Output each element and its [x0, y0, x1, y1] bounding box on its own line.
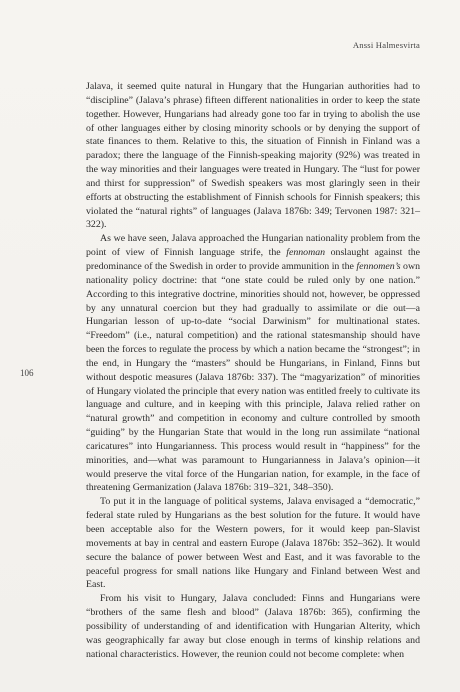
text-run: own nationality policy doctrine: that “one state could be ruled only by one nation.” According to this integrative doctrine, minorities should not, however, be oppressed by any unnatural coercion but they had gradually to assimilate or die out—a Hungarian lesson of up-to-date “social Darwinism” for multinational states. “Freedom” (i.e., natural competition) and the rational statesmanship should have been the forces to regulate the process by which a nation became the “strongest”; in the end, in Hungary the “masters” should be Hungarians, in Finland, Finns but without despotic measures (Jalava 1876b: 337). The “magyarization” of minorities of Hungary violated the principle that every nation was entitled freely to cultivate its language and culture, and in keeping with this principle, Jalava relied rather on “natural growth” and competition in economy and culture controlled by smooth “guiding” by the Hungarian State that would in the long run assimilate “national caricatures” into Hungarianness. This process would result in “happiness” for the minorities, and—what was paramount to Hungarianness in Jalava’s opinion—it would preserve the vital force of the Hungarian nation, for example, in the face of threatening Germanization (Jalava 1876b: 319–321, 348–350). [86, 260, 420, 494]
paragraph [86, 495, 420, 592]
text-run: Jalava, it seemed quite natural in Hungary that the Hungarian authorities had to “discipline” (Jalava’s phrase) fifteen different nationalities in order to keep the state together. However, Hungarians had already gone too far in trying to abolish the use of other languages either by closing minority schools or by denying the support of state finances to them. Relative to this, the situation of Finnish in Finland was a paradox; there the language of the Finnish-speaking majority (92%) was treated in the way minorities and their languages were treated in Hungary. The “lust for power and thirst for suppression” of Swedish speakers was most glaringly seen in their efforts at obstructing the establishment of Finnish schools for Finnish speakers; this violated the “natural rights” of languages (Jalava 1876b: 349; Tervonen 1987: 321–322). [86, 81, 420, 231]
italic-term: fennoman [286, 247, 326, 259]
paragraph [86, 80, 420, 232]
text-run: As we have seen, Jalava approached the Hungarian nationality problem from the point of view of Finnish language strife, the [86, 233, 420, 259]
text-run: onslaught against the predominance of the Swedish in order to provide ammunition in the [86, 247, 420, 272]
running-head: Anssi Halmesvirta [352, 40, 420, 50]
body-text [86, 80, 420, 661]
paragraph [86, 592, 420, 661]
text-run: To put it in the language of political systems, Jalava envisaged a “democratic,” federal state ruled by Hungarians as the best solution for the future. It would have been acceptable also for the Western powers, for it would keep pan-Slavist movements at bay in central and eastern Europe (Jalava 1876b: 352–362). It would secure the balance of power between West and East, and it was favorable to the peaceful progress for small nations like Hungary and Finland between West and East. [86, 496, 420, 591]
italic-term: fennomen’s [356, 260, 401, 272]
paragraph [86, 232, 420, 495]
text-run: From his visit to Hungary, Jalava concluded: Finns and Hungarians were “brothers of the same flesh and blood” (Jalava 1876b: 365), confirming the possibility of understanding of and identification with Hungarian Alterity, which was geographically far away but close enough in terms of kinship relations and national characteristics. However, the reunion could not become complete: when [86, 593, 420, 660]
page-number: 106 [20, 368, 34, 378]
